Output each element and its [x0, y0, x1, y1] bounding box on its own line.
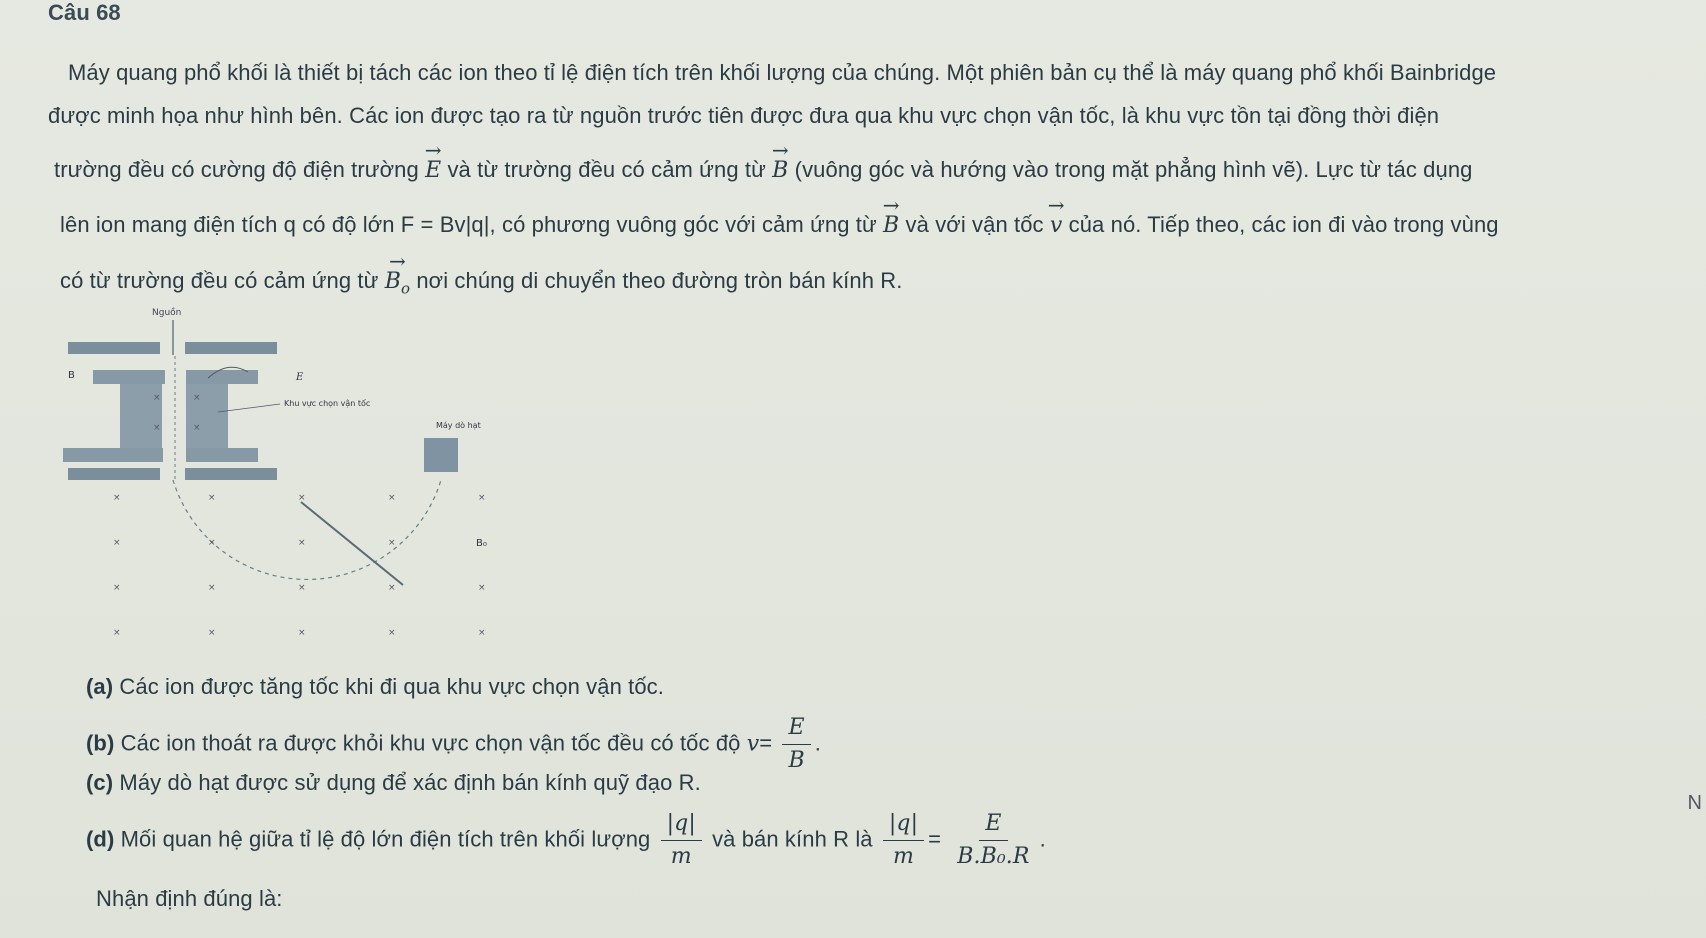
question-title: Câu 68: [48, 0, 121, 25]
top-plate-right: [185, 342, 277, 354]
source-label: Nguồn: [152, 308, 182, 318]
question-line-1: Máy quang phổ khối là thiết bị tách các ion theo tỉ lệ điện tích trên khối lượng của chúng. Một phiên bản cụ thể là máy quang phổ khối Bainbridge: [68, 60, 1497, 85]
line3-text-a: trường đều có cường độ điện trường: [54, 157, 419, 182]
charge-mass-fraction: [661, 808, 702, 873]
particle-detector: [424, 438, 458, 472]
line4-text-a: lên ion mang điện tích q có độ lớn F = Bv|q|, có phương vuông góc với cảm ứng từ: [60, 212, 877, 237]
statement-b-end: .: [814, 730, 821, 756]
statement-b-text: Các ion thoát ra được khỏi khu vực chọn vận tốc đều có tốc độ: [120, 730, 741, 756]
statement-c: [86, 770, 701, 796]
field-mark: ×: [153, 393, 161, 403]
mass-denominator-2: m: [893, 844, 914, 869]
velocity-vector: → v: [1050, 213, 1063, 238]
question-line-4: [60, 212, 1499, 238]
b-field-label: B: [68, 370, 75, 381]
field-mark: ×: [478, 628, 486, 638]
line4-text-c: của nó. Tiếp theo, các ion đi vào trong vùng: [1068, 212, 1499, 237]
field-mark: ×: [208, 493, 216, 503]
b0-field-label: B₀: [476, 538, 487, 549]
statement-a-label: (a): [86, 674, 114, 699]
pole-bottom-left: [63, 448, 163, 462]
field-mark: ×: [478, 493, 486, 503]
statement-a: [86, 674, 664, 700]
statement-d: [86, 808, 1046, 873]
field-mark: ×: [298, 628, 306, 638]
magnetic-field-vector-2: → B: [883, 213, 899, 238]
velocity-region-label: Khu vực chọn vận tốc: [284, 399, 371, 408]
speed-denominator: B: [788, 748, 805, 773]
top-plate-left: [68, 342, 160, 354]
field-mark: ×: [113, 493, 121, 503]
field-mark: ×: [208, 583, 216, 593]
line3-text-c: (vuông góc và hướng vào trong mặt phẳng hình vẽ). Lực từ tác dụng: [794, 157, 1473, 182]
pole-bottom-right: [186, 448, 258, 462]
field-mark: ×: [193, 393, 201, 403]
question-line-2: được minh họa như hình bên. Các ion được tạo ra từ nguồn trước tiên được đưa qua khu vực chọn vận tốc, là khu vực tồn tại đồng thời điện: [48, 103, 1440, 128]
bottom-plate-left: [68, 468, 160, 480]
bottom-plate-right: [185, 468, 277, 480]
field-mark: ×: [388, 538, 396, 548]
statement-d-text: Mối quan hệ giữa tỉ lệ độ lớn điện tích trên khối lượng: [120, 826, 651, 852]
field-mark: ×: [388, 583, 396, 593]
field-mark: ×: [193, 423, 201, 433]
field-mark: ×: [298, 583, 306, 593]
field-mark: ×: [153, 423, 161, 433]
statement-d-mid: và bán kính R là: [712, 826, 873, 852]
field-mark: ×: [388, 493, 396, 503]
relation-denominator: B.B₀.R: [957, 844, 1030, 869]
field-mark: ×: [208, 628, 216, 638]
line5-text-b: nơi chúng di chuyển theo đường tròn bán kính R.: [416, 268, 903, 293]
answer-prompt: Nhận định đúng là:: [96, 886, 283, 911]
question-line-5: [60, 268, 902, 297]
field-mark: ×: [298, 493, 306, 503]
field-mark: ×: [113, 628, 121, 638]
speed-fraction: [782, 712, 810, 777]
statement-d-label: (d): [86, 826, 115, 852]
charge-numerator-2: |q|: [883, 808, 924, 841]
line5-text-a: có từ trường đều có cảm ứng từ: [60, 268, 379, 293]
corner-mark: N: [1687, 792, 1702, 814]
field-mark: ×: [113, 538, 121, 548]
speed-equals: =: [759, 730, 773, 756]
field-mark: ×: [478, 583, 486, 593]
statement-b: [86, 712, 821, 777]
charge-mass-fraction-2: [883, 808, 924, 873]
field-mark: ×: [388, 628, 396, 638]
charge-numerator: |q|: [661, 808, 702, 841]
magnetic-field-vector: → B: [772, 158, 788, 183]
pole-top-left: [93, 370, 165, 384]
e-field-label: E: [296, 372, 304, 383]
statement-c-text: Máy dò hạt được sử dụng để xác định bán kính quỹ đạo R.: [119, 770, 701, 795]
question-line-3: [54, 157, 1472, 183]
spectrometer-diagram: [58, 300, 558, 670]
electric-field-vector: → E: [425, 158, 441, 183]
statement-c-label: (c): [86, 770, 114, 795]
mass-denominator: m: [670, 844, 692, 869]
field-marks: [113, 393, 486, 638]
statement-a-text: Các ion được tăng tốc khi đi qua khu vực chọn vận tốc.: [119, 674, 664, 699]
relation-numerator: E: [979, 808, 1007, 841]
line3-text-b: và từ trường đều có cảm ứng từ: [447, 157, 766, 182]
magnetic-field-b0-vector: → $B_o$: [385, 269, 410, 297]
field-mark: ×: [113, 583, 121, 593]
detector-label: Máy dò hạt: [436, 421, 481, 430]
speed-symbol: v: [746, 731, 760, 757]
statement-d-end: .: [1039, 826, 1046, 852]
speed-numerator: E: [782, 712, 810, 745]
relation-equals: =: [928, 826, 942, 852]
line4-text-b: và với vận tốc: [905, 212, 1044, 237]
field-mark: ×: [208, 538, 216, 548]
field-mark: ×: [298, 538, 306, 548]
statement-b-label: (b): [86, 730, 115, 756]
relation-fraction: [951, 808, 1035, 873]
